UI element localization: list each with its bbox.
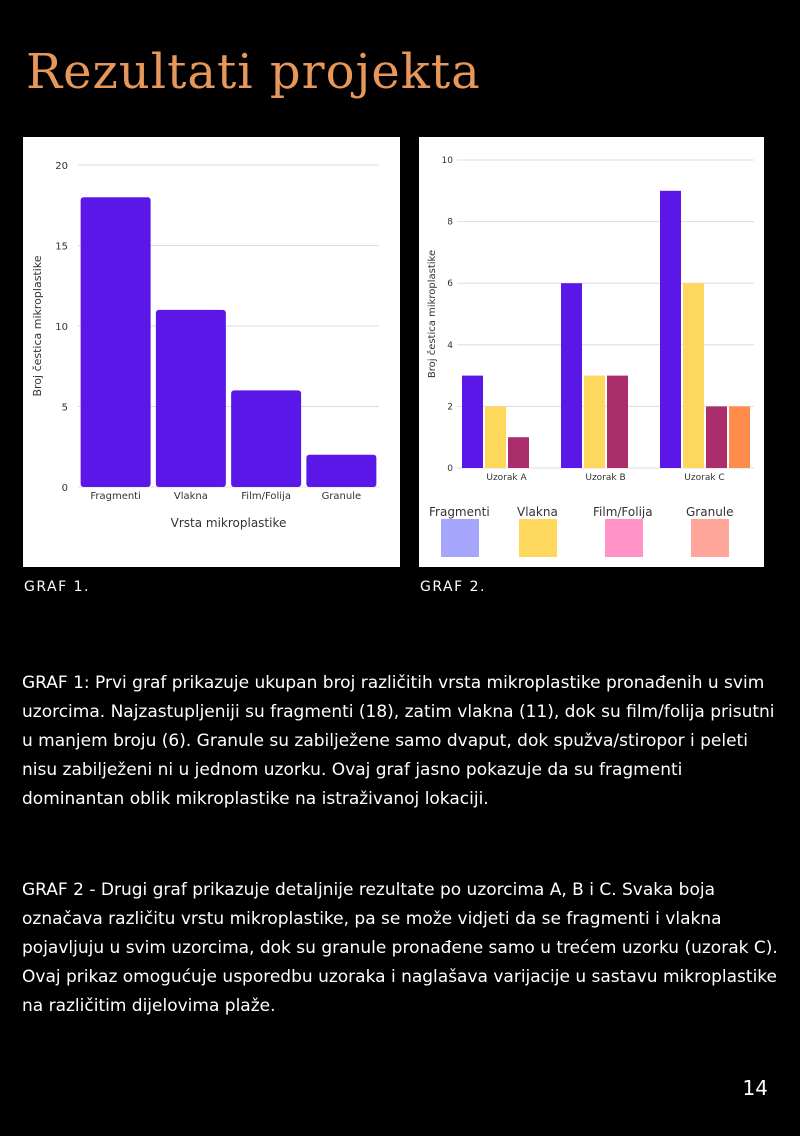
chart-2-legend-label: Film/Folija: [593, 505, 653, 519]
chart-2-y-tick-label: 6: [447, 279, 453, 290]
chart-2-y-tick-label: 8: [447, 217, 453, 228]
chart-1-x-tick-label: Granule: [321, 491, 362, 502]
chart-2-bar-series1-uzorak-a: [462, 376, 483, 468]
chart-1-y-tick-label: 5: [61, 402, 68, 414]
paragraph-graf-1: GRAF 1: Prvi graf prikazuje ukupan broj različitih vrsta mikroplastike pronađenih u svim uzorcima. Najzastupljeniji su fragmenti (18), zatim vlakna (11), dok su film/folija prisutni u manjem broju (6). Granule su zabilježene samo dvaput, dok spužva/stiropor i peleti nisu zabilježeni ni u jednom uzorku. Ovaj graf jasno pokazuje da su fragmenti dominantan oblik mikroplastike na istraživanoj lokaciji.: [22, 673, 775, 809]
paragraph-graf-2: GRAF 2 - Drugi graf prikazuje detaljnije rezultate po uzorcima A, B i C. Svaka boja označava različitu vrstu mikroplastike, pa se može vidjeti da se fragmenti i vlakna pojavljuju u svim uzorcima, dok su granule pronađene samo u trećem uzorku (uzorak C). Ovaj prikaz omogućuje usporedbu uzoraka i naglašava varijacije u sastavu mikroplastike na različitim dijelovima plaže.: [22, 880, 778, 1016]
chart-1-y-tick-label: 0: [61, 483, 68, 494]
chart-2-panel: [419, 137, 764, 567]
chart-2-legend-label: Vlakna: [517, 505, 558, 519]
chart-1-panel: [23, 137, 400, 567]
chart-1-bar-vlakna: [156, 310, 226, 487]
chart-1-x-axis-label: Vrsta mikroplastike: [170, 516, 287, 530]
chart-2-y-tick-label: 0: [447, 464, 453, 474]
chart-2-bar-series3-uzorak-b: [607, 376, 628, 468]
chart-2-x-tick-label: Uzorak B: [585, 473, 626, 483]
chart-2-y-tick-label: 4: [447, 340, 453, 351]
chart-2-bar-series3-uzorak-c: [706, 406, 727, 468]
caption-graf-2: GRAF 2.: [420, 579, 486, 595]
chart-1-x-tick-label: Vlakna: [173, 491, 208, 502]
chart-2-y-tick-label: 10: [441, 156, 453, 166]
chart-1-x-tick-label: Film/Folija: [241, 491, 291, 502]
chart-1-bar-granule: [306, 455, 376, 487]
chart-1-bar-fragmenti: [81, 197, 151, 487]
chart-2-bar-series3-uzorak-a: [508, 437, 529, 468]
chart-2-x-tick-label: Uzorak C: [684, 473, 725, 483]
chart-1-y-tick-label: 10: [55, 322, 68, 333]
chart-2-bar-series2-uzorak-b: [584, 376, 605, 468]
caption-graf-1: GRAF 1.: [24, 579, 90, 595]
chart-1-y-tick-label: 20: [55, 161, 68, 172]
chart-2: [419, 137, 764, 567]
chart-2-bar-series4-uzorak-c: [729, 406, 750, 468]
page-number: 14: [742, 1076, 768, 1100]
chart-2-y-tick-label: 2: [447, 402, 453, 413]
chart-2-legend-label: Granule: [686, 505, 734, 519]
chart-2-legend-swatch: [519, 519, 557, 557]
chart-2-legend-swatch: [691, 519, 729, 557]
chart-1-x-tick-label: Fragmenti: [90, 491, 141, 502]
chart-2-bar-series1-uzorak-c: [660, 191, 681, 468]
chart-1-y-tick-label: 15: [55, 241, 68, 253]
chart-2-bar-series1-uzorak-b: [561, 283, 582, 468]
chart-2-y-axis-label: Broj čestica mikroplastike: [427, 249, 438, 379]
chart-2-legend-swatch: [605, 519, 643, 557]
chart-2-bar-series2-uzorak-c: [683, 283, 704, 468]
chart-2-legend-swatch: [441, 519, 479, 557]
chart-2-x-tick-label: Uzorak A: [486, 473, 527, 483]
chart-2-legend-label: Fragmenti: [429, 505, 490, 519]
chart-1: [23, 137, 400, 567]
chart-2-bar-series2-uzorak-a: [485, 406, 506, 468]
page-title: Rezultati projekta: [26, 44, 481, 100]
chart-1-bar-film-folija: [231, 390, 301, 487]
chart-1-y-axis-label: Broj čestica mikroplastike: [31, 255, 44, 397]
